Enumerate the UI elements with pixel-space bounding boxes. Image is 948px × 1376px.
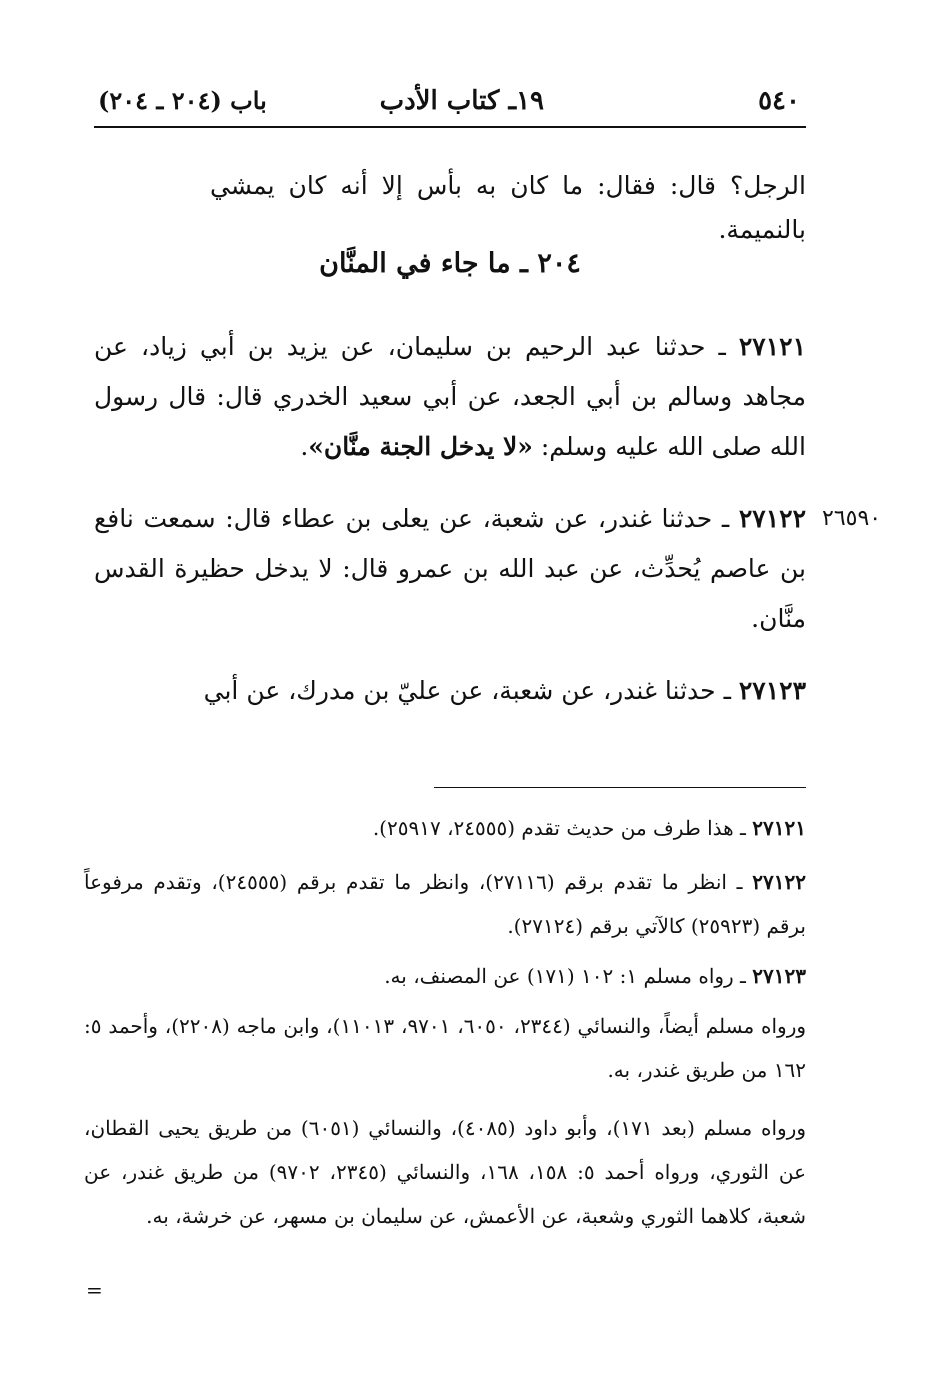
footnote-number: ٢٧١٢٣ bbox=[752, 964, 806, 988]
footnote-text: ـ هذا طرف من حديث تقدم (٢٤٥٥٥، ٢٥٩١٧). bbox=[372, 816, 753, 840]
hadith-end: . bbox=[300, 432, 309, 461]
footnote-27121 bbox=[84, 806, 806, 850]
hadith-text: ـ حدثنا غندر، عن شعبة، عن عليّ بن مدرك، عن أبي bbox=[203, 676, 739, 705]
hadith-quote: «لا يدخل الجنة منَّان» bbox=[308, 432, 533, 461]
footnote-27123 bbox=[84, 954, 806, 998]
footnote-number: ٢٧١٢١ bbox=[752, 816, 806, 840]
hadith-27123 bbox=[94, 666, 806, 716]
page-number: ٥٤٠ bbox=[758, 86, 800, 116]
hadith-number: ٢٧١٢١ bbox=[738, 332, 806, 361]
running-header bbox=[88, 84, 806, 124]
footnote-27122 bbox=[84, 860, 806, 948]
footnote-number: ٢٧١٢٢ bbox=[752, 870, 806, 894]
hadith-number: ٢٧١٢٣ bbox=[738, 676, 806, 705]
header-rule bbox=[94, 126, 806, 128]
footnote-text: ورواه مسلم (بعد ١٧١)، وأبو داود (٤٠٨٥)، والنسائي (٦٠٥١) من طريق يحيى القطان، عن الثوري، ورواه أحمد ٥: ١٥٨، ١٦٨، والنسائي (٢٣٤٥، ٩٧٠٢) من طريق غندر، عن شعبة، كلاهما الثوري وشعبة، عن الأعمش، عن سليمان بن مسهر، عن خرشة، به. bbox=[84, 1116, 807, 1228]
footnote-text: ـ انظر ما تقدم برقم (٢٧١١٦)، وانظر ما تقدم برقم (٢٤٥٥٥)، وتقدم مرفوعاً برقم (٢٥٩٢٣) كالآتي برقم (٢٧١٢٤). bbox=[84, 870, 806, 938]
hadith-text: ـ حدثنا غندر، عن شعبة، عن يعلى بن عطاء قال: سمعت نافع بن عاصم يُحدِّث، عن عبد الله بن عمرو قال: لا يدخل حظيرة القدس منَّان. bbox=[94, 504, 806, 633]
book-title: ١٩ـ كتاب الأدب bbox=[379, 86, 544, 116]
hadith-27122 bbox=[94, 494, 806, 644]
footnote-paragraph bbox=[84, 1004, 806, 1092]
bab-range: باب (٢٠٤ ـ ٢٠٤) bbox=[98, 86, 267, 115]
hadith-27121 bbox=[94, 322, 806, 472]
hadith-number: ٢٧١٢٢ bbox=[738, 504, 806, 533]
footnote-separator bbox=[434, 787, 806, 788]
footnote-paragraph bbox=[84, 1106, 806, 1238]
chapter-heading: ٢٠٤ ـ ما جاء في المنَّان bbox=[319, 248, 581, 279]
footnote-text: ورواه مسلم أيضاً، والنسائي (٢٣٤٤، ٦٠٥٠، ٩٧٠١، ١١٠١٣)، وابن ماجه (٢٢٠٨)، وأحمد ٥: ١٦٢ من طريق غندر، به. bbox=[84, 1014, 807, 1082]
footnote-text: ـ رواه مسلم ١: ١٠٢ (١٧١) عن المصنف، به. bbox=[384, 964, 753, 988]
hadith-text: ـ حدثنا عبد الرحيم بن سليمان، عن يزيد بن أبي زياد، عن مجاهد وسالم بن أبي الجعد، عن أبي سعيد الخدري قال: قال رسول الله صلى الله عليه وسلم: bbox=[94, 332, 806, 461]
margin-reference: ٢٦٥٩٠ bbox=[822, 506, 882, 531]
continuation-mark: = bbox=[86, 1278, 103, 1302]
intro-line: الرجل؟ قال: فقال: ما كان به بأس إلا أنه كان يمشي بالنميمة. bbox=[210, 171, 806, 244]
